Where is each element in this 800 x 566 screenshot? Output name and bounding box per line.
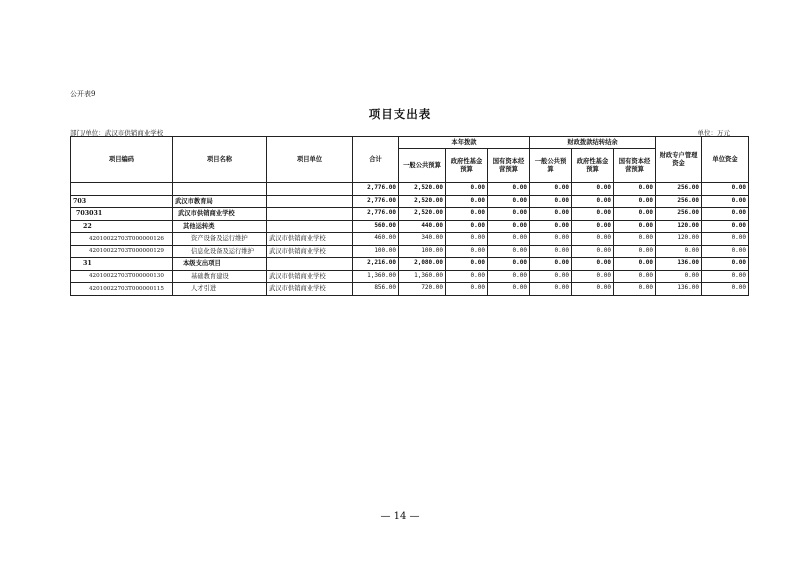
header-unit: 项目单位 xyxy=(267,137,353,183)
cell-special: 0.00 xyxy=(656,270,702,283)
cell-carry-gov-fund: 0.00 xyxy=(572,258,614,271)
cell-unit xyxy=(267,208,353,221)
table-row xyxy=(71,233,749,246)
header-carry-gov-fund: 政府性基金预算 xyxy=(572,149,614,183)
cell-name: 武汉市教育局 xyxy=(173,195,267,208)
cell-special: 136.00 xyxy=(656,283,702,296)
cell-gov-fund: 0.00 xyxy=(446,283,488,296)
cell-carry-general: 0.00 xyxy=(530,245,572,258)
header-group-carry: 财政拨款结转结余 xyxy=(530,137,656,149)
cell-general: 1,360.00 xyxy=(399,270,446,283)
cell-state-capital: 0.00 xyxy=(488,245,530,258)
cell-carry-gov-fund: 0.00 xyxy=(572,220,614,233)
cell-state-capital: 0.00 xyxy=(488,270,530,283)
cell-code: 22 xyxy=(71,220,173,233)
unit-label: 单位：万元 xyxy=(697,129,730,137)
page-title: 项目支出表 xyxy=(368,107,432,121)
header-special: 财政专户管理资金 xyxy=(656,137,702,183)
cell-special: 120.00 xyxy=(656,220,702,233)
cell-special: 256.00 xyxy=(656,183,702,196)
header-group-current: 本年拨款 xyxy=(399,137,530,149)
cell-carry-general: 0.00 xyxy=(530,283,572,296)
cell-unit-fund: 0.00 xyxy=(702,283,749,296)
project-expenditure-table xyxy=(70,136,749,296)
cell-unit-fund: 0.00 xyxy=(702,258,749,271)
cell-total: 460.00 xyxy=(353,233,399,246)
cell-gov-fund: 0.00 xyxy=(446,233,488,246)
cell-state-capital: 0.00 xyxy=(488,208,530,221)
header-unit-fund: 单位资金 xyxy=(702,137,749,183)
cell-code: 42010022703T000000129 xyxy=(71,245,173,258)
cell-general: 340.00 xyxy=(399,233,446,246)
cell-special: 256.00 xyxy=(656,195,702,208)
cell-gov-fund: 0.00 xyxy=(446,258,488,271)
cell-special: 120.00 xyxy=(656,233,702,246)
cell-carry-general: 0.00 xyxy=(530,183,572,196)
cell-total: 2,776.00 xyxy=(353,195,399,208)
cell-unit-fund: 0.00 xyxy=(702,195,749,208)
cell-name: 基础教育建设 xyxy=(173,270,267,283)
cell-general: 440.00 xyxy=(399,220,446,233)
cell-code: 703 xyxy=(71,195,173,208)
cell-general: 100.00 xyxy=(399,245,446,258)
cell-name: 资产设备及运行维护 xyxy=(173,233,267,246)
cell-gov-fund: 0.00 xyxy=(446,220,488,233)
cell-carry-state-capital: 0.00 xyxy=(614,208,656,221)
cell-total: 856.00 xyxy=(353,283,399,296)
cell-name: 其他运转类 xyxy=(173,220,267,233)
header-gov-fund: 政府性基金预算 xyxy=(446,149,488,183)
cell-carry-gov-fund: 0.00 xyxy=(572,208,614,221)
cell-code xyxy=(71,183,173,196)
cell-special: 136.00 xyxy=(656,258,702,271)
form-code: 公开表9 xyxy=(70,90,96,98)
cell-state-capital: 0.00 xyxy=(488,220,530,233)
header-general: 一般公共预算 xyxy=(399,149,446,183)
cell-carry-state-capital: 0.00 xyxy=(614,270,656,283)
cell-carry-gov-fund: 0.00 xyxy=(572,270,614,283)
cell-total: 1,360.00 xyxy=(353,270,399,283)
cell-general: 2,520.00 xyxy=(399,183,446,196)
cell-gov-fund: 0.00 xyxy=(446,195,488,208)
cell-unit: 武汉市供销商业学校 xyxy=(267,233,353,246)
header-code: 项目编码 xyxy=(71,137,173,183)
cell-carry-general: 0.00 xyxy=(530,233,572,246)
table-row xyxy=(71,258,749,271)
cell-state-capital: 0.00 xyxy=(488,233,530,246)
cell-state-capital: 0.00 xyxy=(488,283,530,296)
cell-name: 本级支出项目 xyxy=(173,258,267,271)
cell-code: 31 xyxy=(71,258,173,271)
cell-special: 0.00 xyxy=(656,245,702,258)
cell-unit-fund: 0.00 xyxy=(702,183,749,196)
cell-general: 2,520.00 xyxy=(399,208,446,221)
cell-carry-general: 0.00 xyxy=(530,195,572,208)
cell-total: 2,216.00 xyxy=(353,258,399,271)
table-row xyxy=(71,283,749,296)
header-carry-state-capital: 国有资本经营预算 xyxy=(614,149,656,183)
cell-code: 42010022703T000000130 xyxy=(71,270,173,283)
cell-unit xyxy=(267,220,353,233)
cell-carry-state-capital: 0.00 xyxy=(614,220,656,233)
table-row xyxy=(71,208,749,221)
cell-carry-gov-fund: 0.00 xyxy=(572,233,614,246)
cell-carry-state-capital: 0.00 xyxy=(614,233,656,246)
cell-carry-gov-fund: 0.00 xyxy=(572,283,614,296)
cell-name: 武汉市供销商业学校 xyxy=(173,208,267,221)
cell-unit xyxy=(267,195,353,208)
cell-unit-fund: 0.00 xyxy=(702,270,749,283)
cell-code: 42010022703T000000126 xyxy=(71,233,173,246)
header-name: 项目名称 xyxy=(173,137,267,183)
cell-carry-general: 0.00 xyxy=(530,220,572,233)
cell-carry-state-capital: 0.00 xyxy=(614,195,656,208)
cell-general: 2,520.00 xyxy=(399,195,446,208)
cell-unit xyxy=(267,183,353,196)
cell-state-capital: 0.00 xyxy=(488,195,530,208)
cell-total: 100.00 xyxy=(353,245,399,258)
cell-unit-fund: 0.00 xyxy=(702,220,749,233)
table-row xyxy=(71,195,749,208)
cell-carry-general: 0.00 xyxy=(530,258,572,271)
cell-name xyxy=(173,183,267,196)
cell-total: 2,776.00 xyxy=(353,183,399,196)
cell-state-capital: 0.00 xyxy=(488,183,530,196)
cell-unit xyxy=(267,258,353,271)
cell-special: 256.00 xyxy=(656,208,702,221)
page-number: — 14 — xyxy=(380,511,420,522)
cell-carry-gov-fund: 0.00 xyxy=(572,183,614,196)
header-total: 合计 xyxy=(353,137,399,183)
cell-total: 560.00 xyxy=(353,220,399,233)
cell-general: 720.00 xyxy=(399,283,446,296)
header-carry-general: 一般公共预算 xyxy=(530,149,572,183)
cell-total: 2,776.00 xyxy=(353,208,399,221)
table-row xyxy=(71,183,749,196)
cell-code: 42010022703T000000115 xyxy=(71,283,173,296)
cell-gov-fund: 0.00 xyxy=(446,270,488,283)
department-label: 部门/单位：武汉市供销商业学校 xyxy=(70,129,164,137)
cell-gov-fund: 0.00 xyxy=(446,245,488,258)
cell-unit-fund: 0.00 xyxy=(702,245,749,258)
cell-unit: 武汉市供销商业学校 xyxy=(267,283,353,296)
cell-carry-state-capital: 0.00 xyxy=(614,183,656,196)
cell-carry-gov-fund: 0.00 xyxy=(572,245,614,258)
cell-name: 信息化设备及运行维护 xyxy=(173,245,267,258)
cell-unit-fund: 0.00 xyxy=(702,208,749,221)
cell-carry-state-capital: 0.00 xyxy=(614,258,656,271)
cell-state-capital: 0.00 xyxy=(488,258,530,271)
cell-general: 2,080.00 xyxy=(399,258,446,271)
cell-carry-state-capital: 0.00 xyxy=(614,245,656,258)
table-row xyxy=(71,270,749,283)
cell-gov-fund: 0.00 xyxy=(446,183,488,196)
table-row xyxy=(71,220,749,233)
header-state-capital: 国有资本经营预算 xyxy=(488,149,530,183)
cell-carry-gov-fund: 0.00 xyxy=(572,195,614,208)
cell-carry-state-capital: 0.00 xyxy=(614,283,656,296)
cell-name: 人才引进 xyxy=(173,283,267,296)
cell-gov-fund: 0.00 xyxy=(446,208,488,221)
table-row xyxy=(71,245,749,258)
cell-code: 703031 xyxy=(71,208,173,221)
cell-unit: 武汉市供销商业学校 xyxy=(267,270,353,283)
cell-unit-fund: 0.00 xyxy=(702,233,749,246)
cell-carry-general: 0.00 xyxy=(530,208,572,221)
cell-unit: 武汉市供销商业学校 xyxy=(267,245,353,258)
cell-carry-general: 0.00 xyxy=(530,270,572,283)
